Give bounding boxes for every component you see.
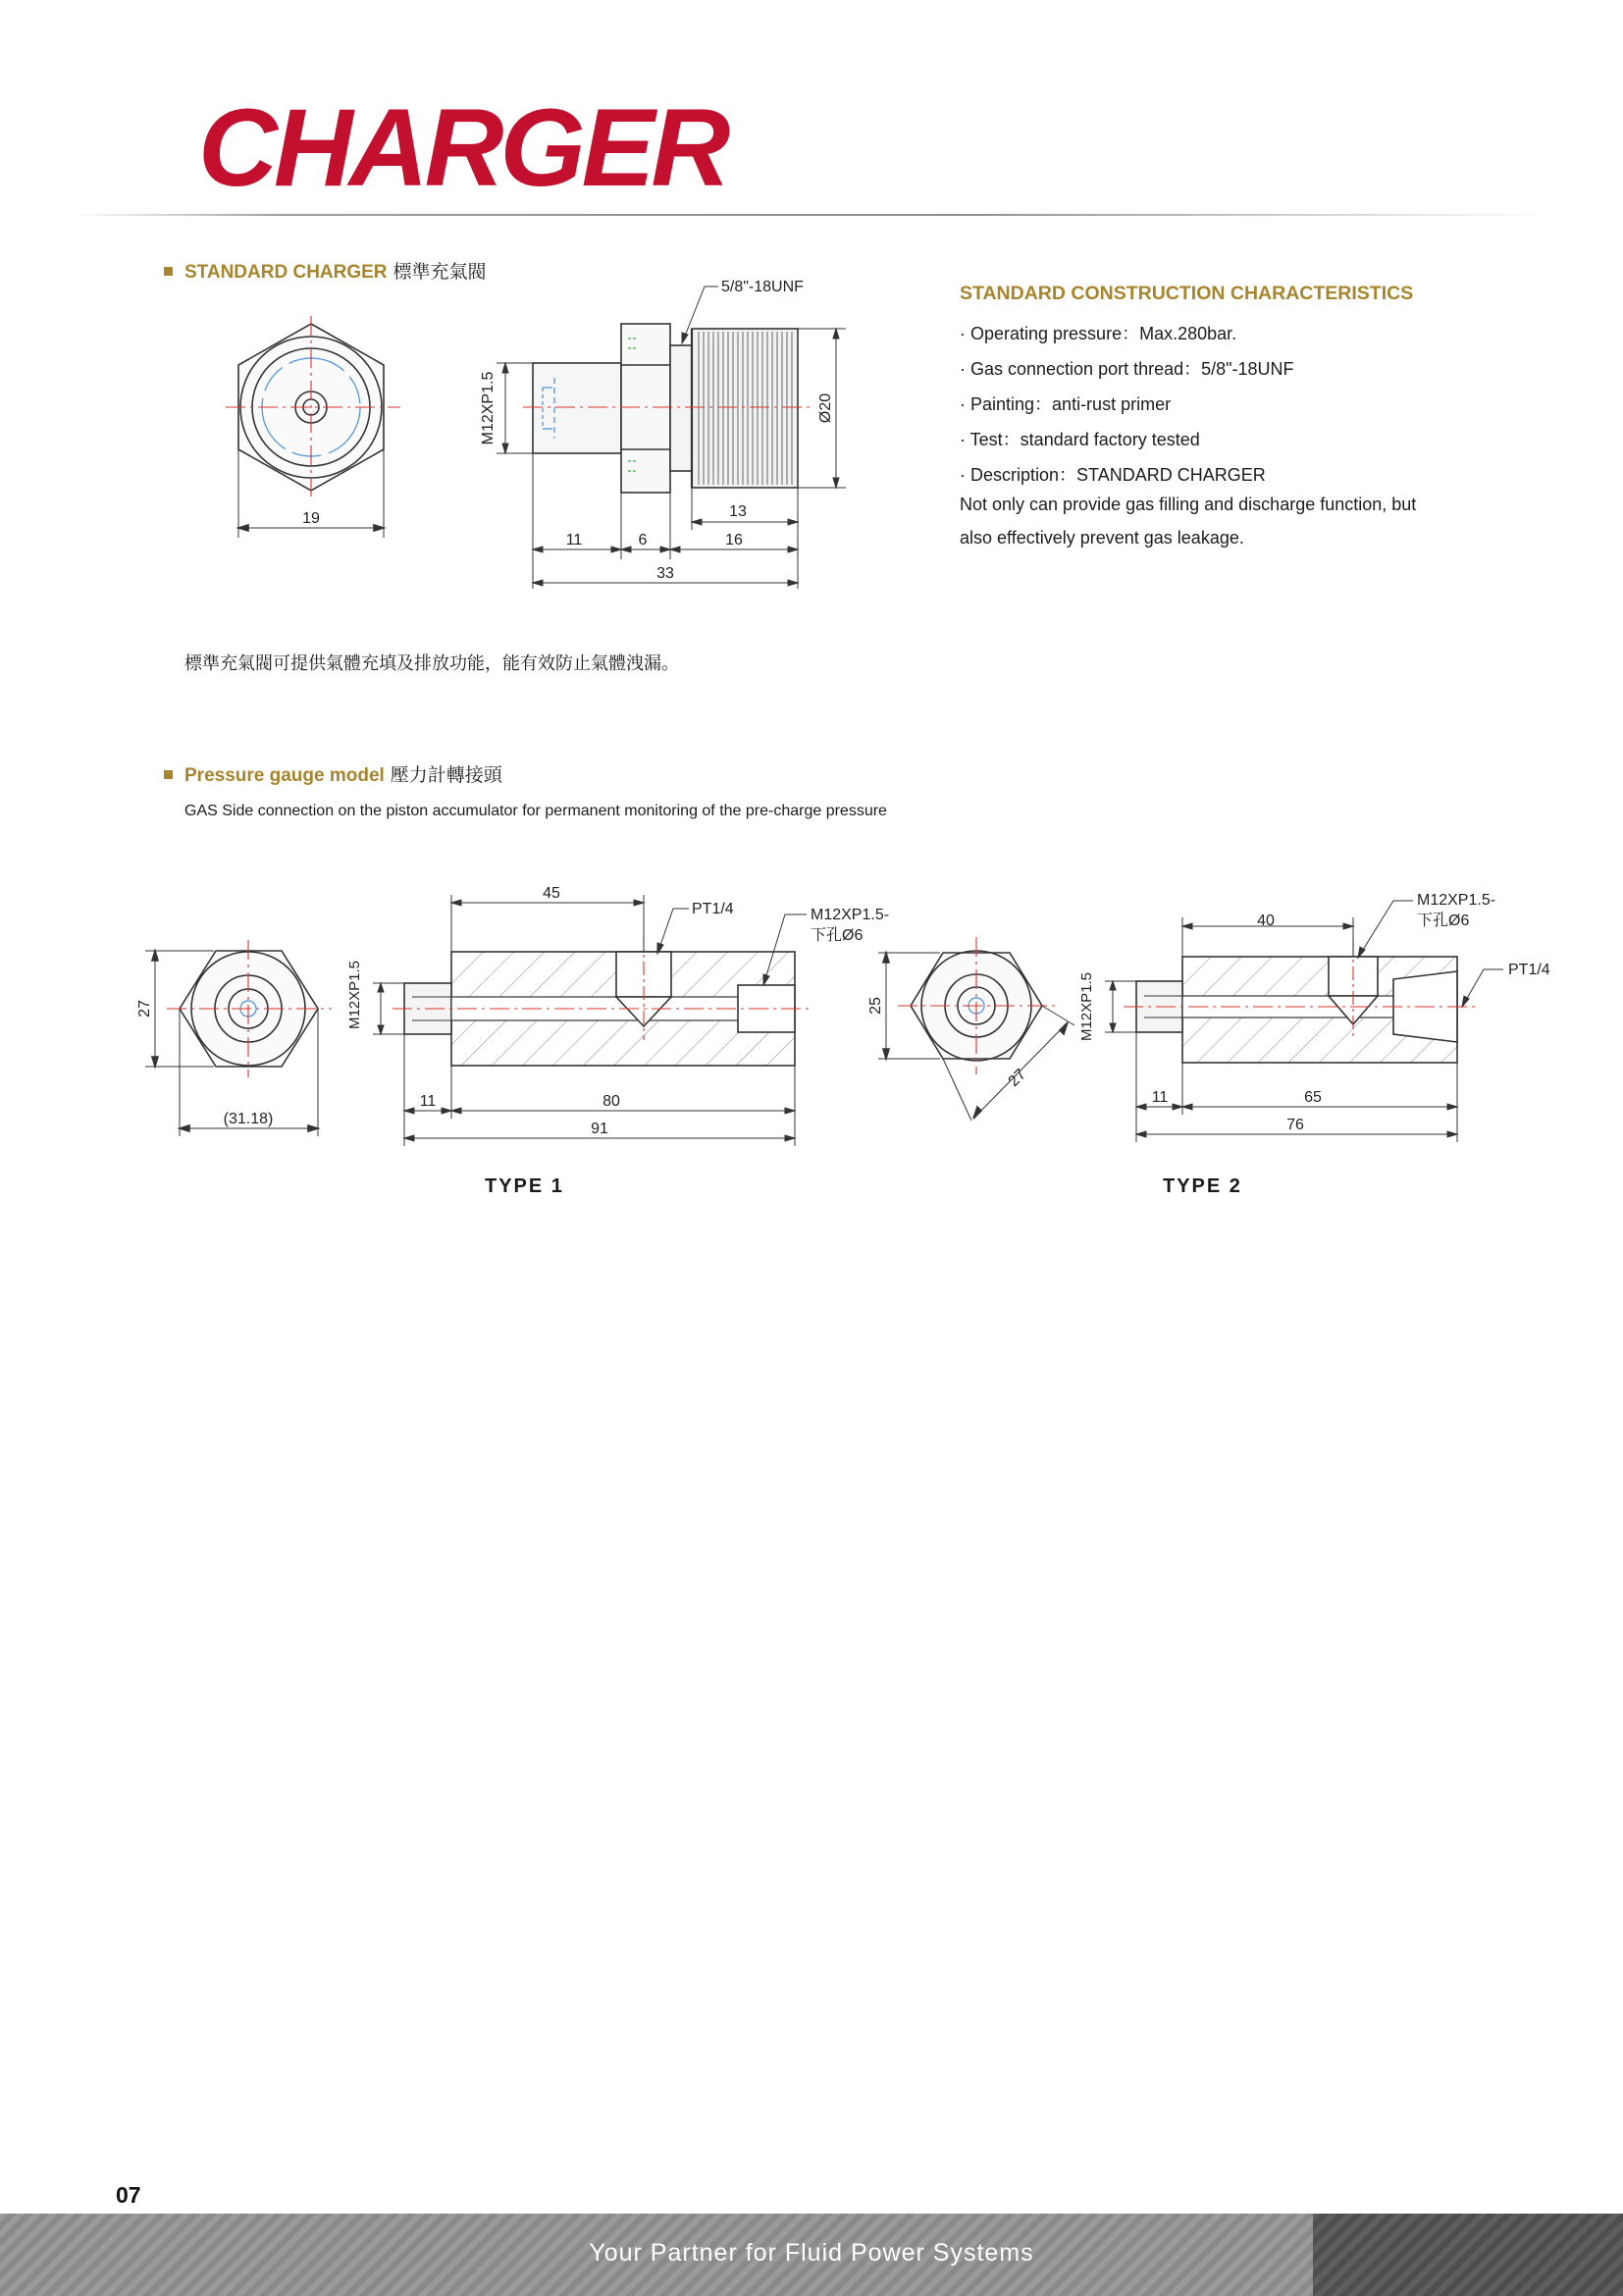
page-title: CHARGER: [198, 86, 727, 209]
spec-test: · Test：standard factory tested: [960, 430, 1200, 449]
type1-hex-width: (31.18): [223, 1111, 274, 1127]
pressure-gauge-heading-zh: 壓力計轉接頭: [390, 765, 502, 786]
type2-label: TYPE 2: [1163, 1175, 1242, 1197]
type2-end-view: [878, 937, 1074, 1121]
spec-description: · Description：STANDARD CHARGER: [960, 465, 1266, 485]
charger-end-view: [226, 316, 400, 538]
type2-dim-40: 40: [1257, 913, 1275, 929]
type2-thread: M12XP1.5: [1078, 971, 1095, 1042]
type2-pt-callout: PT1/4: [1508, 962, 1550, 978]
square-bullet-icon: [164, 770, 173, 779]
type1-callout-line1: M12XP1.5-: [811, 907, 890, 923]
charger-side-thread: M12XP1.5: [480, 371, 497, 445]
spec-note-line-2: also effectively prevent gas leakage.: [960, 528, 1244, 548]
type2-dim-65: 65: [1304, 1089, 1322, 1106]
spec-note-line-1: Not only can provide gas filling and discharge function, but: [960, 495, 1417, 514]
type2-callout-line2: 下孔Ø6: [1417, 913, 1470, 929]
charger-dim-13: 13: [729, 503, 747, 520]
type1-end-view: [145, 940, 332, 1136]
type1-thread: M12XP1.5: [346, 960, 363, 1030]
page-number: 07: [116, 2182, 141, 2208]
type1-callout-line2: 下孔Ø6: [811, 927, 864, 944]
charger-description-zh: 標準充氣閥可提供氣體充填及排放功能，能有效防止氣體洩漏。: [184, 653, 679, 673]
type2-dim-11: 11: [1151, 1089, 1169, 1106]
title-divider: [74, 214, 1549, 216]
standard-charger-heading-zh: 標準充氣閥: [393, 262, 487, 283]
charger-dim-6: 6: [638, 532, 648, 548]
type1-hex-height: 27: [136, 1000, 153, 1018]
standard-charger-drawing: [216, 265, 864, 603]
spec-operating-pressure: · Operating pressure：Max.280bar.: [960, 324, 1237, 343]
type2-drawing: [864, 878, 1570, 1173]
characteristics-title: STANDARD CONSTRUCTION CHARACTERISTICS: [960, 283, 1414, 304]
type1-label: TYPE 1: [485, 1175, 564, 1197]
type2-hex-flat: 27: [1005, 1066, 1030, 1091]
type2-dim-76: 76: [1286, 1117, 1304, 1133]
pressure-gauge-heading: [164, 766, 502, 785]
spec-painting: · Painting：anti-rust primer: [960, 394, 1172, 414]
type2-hex-height: 25: [867, 997, 884, 1015]
type2-callout-line1: M12XP1.5-: [1417, 892, 1496, 909]
charger-dim-hex-width: 19: [302, 510, 320, 527]
footer-slogan: Your Partner for Fluid Power Systems: [589, 2239, 1034, 2267]
charger-dim-33: 33: [656, 565, 674, 582]
pressure-gauge-subtitle: GAS Side connection on the piston accumulator for permanent monitoring of the pre-charge pressure: [184, 803, 887, 819]
type1-dim-80: 80: [602, 1093, 620, 1110]
type1-dim-45: 45: [543, 885, 560, 902]
standard-charger-heading-en: STANDARD CHARGER: [184, 262, 388, 283]
type1-dim-91: 91: [591, 1121, 608, 1137]
spec-gas-port-thread: · Gas connection port thread：5/8"-18UNF: [960, 359, 1294, 379]
charger-diameter: Ø20: [817, 392, 834, 424]
type2-side-section: [1136, 957, 1457, 1063]
type1-pt-callout: PT1/4: [692, 901, 734, 917]
charger-dim-16: 16: [725, 532, 743, 548]
pressure-gauge-heading-en: Pressure gauge model: [184, 765, 385, 786]
charger-thread-callout: 5/8"-18UNF: [721, 279, 804, 295]
type1-dim-11: 11: [419, 1093, 437, 1110]
square-bullet-icon: [164, 267, 173, 276]
charger-dim-11: 11: [565, 532, 583, 548]
